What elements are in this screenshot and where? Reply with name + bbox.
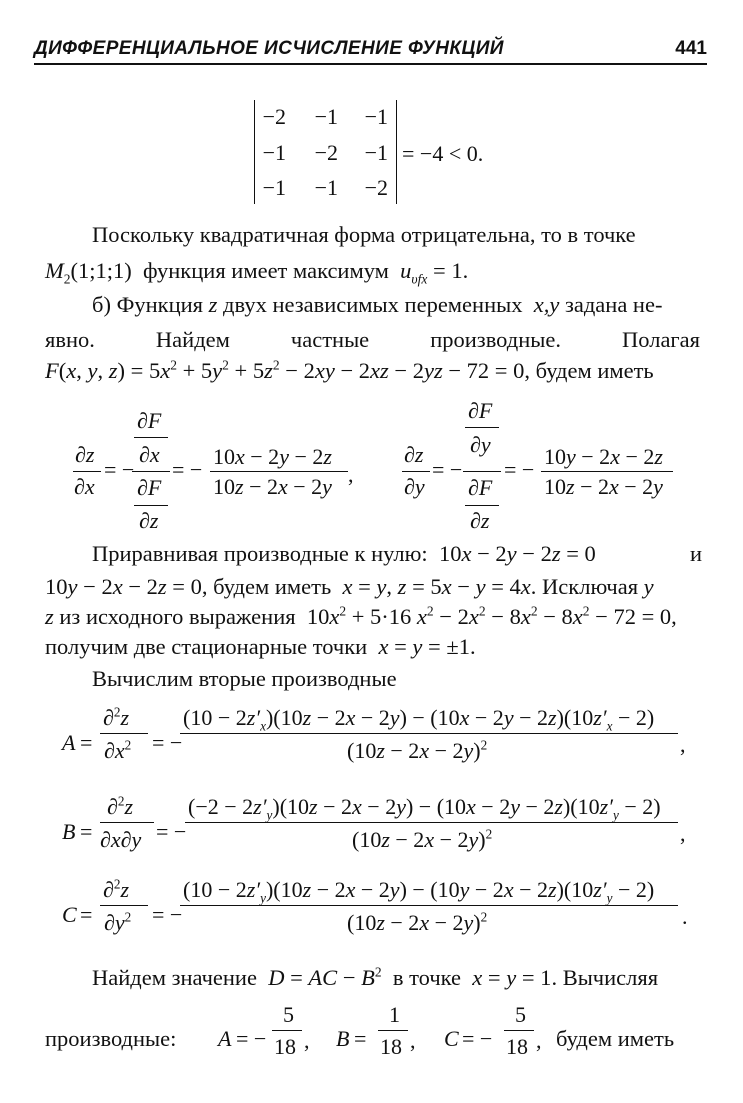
text-fragment: и [689,541,702,566]
det-cell: −1 [364,140,388,165]
text-fragment: . Исключая [530,574,639,599]
text-line: $M_2(1;1;1)$ функция имеет максимум $u_{\upsilon fx} = 1$. [45,258,469,287]
text-fragment: в точке [392,965,462,990]
text-line: Приравнивая производные к нулю: 10x − 2y − 2z = 0 и [92,541,702,566]
text-fragment: Приравнивая производные к нулю: [92,541,428,566]
det-cell: −1 [364,104,388,129]
formula: z [208,292,218,317]
text-fragment: задана не- [564,292,663,317]
text-line-justified [45,327,700,353]
word: Найдем [155,327,230,352]
word: частные [290,327,370,352]
text-line [92,294,662,317]
det-cell: −2 [364,175,388,200]
text-fragment: , будем иметь [524,358,654,383]
text-line: получим две стационарные точки x = y = ±1. [45,634,476,659]
word: производные. [430,327,561,352]
formula: M [45,258,64,283]
det-cell: −2 [262,104,286,129]
header-rule [34,63,707,65]
text-line: Найдем значение D = AC − $B^2$ в точке x = y = 1. Вычисляя [92,964,659,990]
det-cell: −2 [314,140,338,165]
text-line: F(x, y, $z) = 5x^2 + 5y^2 + 5z^2 - 2xy - 2xz - 2yz - 72 = 0$, будем иметь [45,357,654,383]
text-line: Вычислим вторые производные [92,666,397,691]
running-header [34,36,707,66]
text-fragment: двух независимых переменных [223,292,523,317]
page-number: 441 [675,38,707,59]
text-fragment: б) Функция [92,292,203,317]
determinant-right-bar [396,100,397,204]
text-fragment: из исходного выражения [59,604,296,629]
text-fragment: получим две стационарные точки [45,634,368,659]
text-fragment: , будем иметь [201,574,332,599]
formula: x,y [533,292,560,317]
running-title: ДИФФЕРЕНЦИАЛЬНОЕ ИСЧИСЛЕНИЕ ФУНКЦИЙ [34,38,504,59]
formula: u [400,258,412,283]
det-cell: −1 [314,104,338,129]
text-line: 10y − 2x − 2z = 0, будем иметь x = y, z = 5x − y = 4x. Исключая y [45,574,654,599]
det-cell: −1 [314,175,338,200]
formula: F [45,358,59,383]
text-fragment: . Вычисляя [551,965,659,990]
word: Полагая [622,327,700,352]
determinant [254,100,404,204]
determinant-left-bar [254,100,255,204]
text-fragment: Найдем значение [92,965,257,990]
book-page: ДИФФЕРЕНЦИАЛЬНОЕ ИСЧИСЛЕНИЕ ФУНКЦИЙ 441 −2 −1 −1 −1 −2 −1 −1 −1 −2 = −4 < 0. Поскольку квадратичная форма отрицательна, то в точке $M_2(1;1;1)$ функция имеет максимум $u_{\upsilon fx} = 1$. б) Функция z двух независимых переменных x,y задана не- явно. Найдем частные производные. Полагая F(x, y, $z) = 5x^2 + 5y^2 + 5z^2 - 2xy - 2xz - 2yz - 72 = 0$, будем иметь ∂z ∂x = − ∂F ∂x ∂F ∂z = − 10x − 2y − 2z 10z − 2x − 2y , ∂z ∂y = − ∂F ∂y ∂F ∂z = − 10y − 2x − 2z 10z − 2x − 2y Приравнивая производные к нулю: 10x − 2y − 2z = 0 и 10y − 2x − 2z = 0, будем иметь x = y, z = 5x − y = 4x. Исключая y z из исходного выражения $10x^2 + 5\cdot 16$ $x^2 - 2x^2 - 8x^2 - 8x^2 - 72 = 0$, получим две стационарные точки x = y = ±1. Вычислим вторые производные A = ∂$^2$z $\partial x^2$ = − $(10 - 2z'_x)(10z - 2x - 2y) - (10x - 2y - 2z)(10z'_x - 2)$ $(10z - 2x - 2y)^2$ , B = ∂$^2$z ∂x∂y = − $(-2 - 2z'_y)(10z - 2x - 2y) - (10x - 2y - 2z)(10z'_y - 2)$ $(10z - 2x - 2y)^2$ , C = ∂$^2$z $\partial y^2$ = − $(10 - 2z'_y)(10z - 2x - 2y) - (10y - 2x - 2z)(10z'_y - 2)$ $(10z - 2x - 2y)^2$ . Найдем значение D = AC − $B^2$ в точке x = y = 1. Вычисляя производные: A = − 5 18 , B = 1 18 , C = − 5 18 , будем иметь [34,38,707,1059]
text-fragment: будем иметь [556,1026,675,1051]
det-cell: −1 [262,140,286,165]
text-line: Поскольку квадратичная форма отрицательна, то в точке [92,222,636,247]
det-cell: −1 [262,175,286,200]
text-fragment: функция имеет максимум [143,258,389,283]
text-line: z из исходного выражения $10x^2 + 5\cdot 16$ $x^2 - 2x^2 - 8x^2 - 8x^2 - 72 = 0$, [45,603,677,629]
determinant-result: = −4 < 0. [402,141,484,166]
text-fragment: производные: [45,1026,177,1051]
word: явно. [45,327,95,352]
